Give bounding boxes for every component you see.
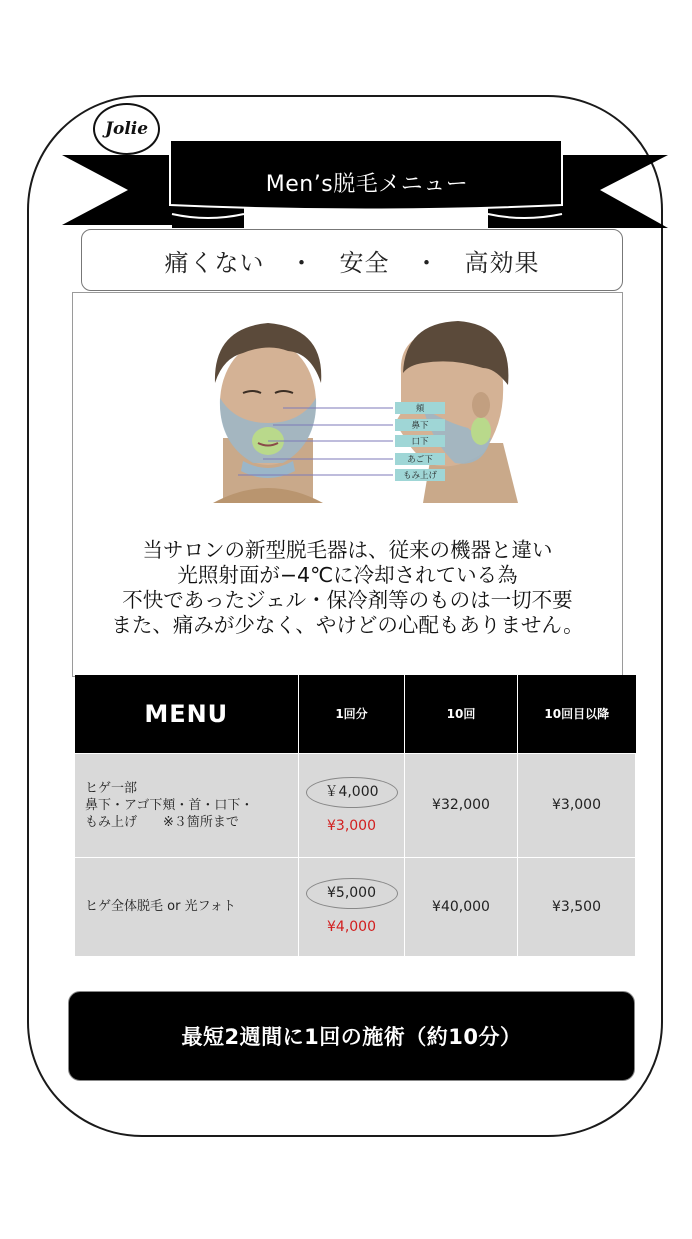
single-price-cell (299, 857, 405, 956)
ten-price-cell: ¥32,000 (405, 753, 518, 857)
description-line: 光照射面が−4℃に冷却されている為 (177, 563, 518, 587)
sale-price: ¥3,000 (327, 817, 376, 834)
ten-price-cell: ¥40,000 (405, 857, 518, 956)
header-single: 1回分 (299, 675, 405, 753)
ribbon-left-tail (62, 155, 172, 225)
table-header-row (75, 675, 636, 753)
price-table (74, 675, 636, 957)
after-ten-price-cell: ¥3,000 (518, 753, 636, 857)
jolie-logo: Jolie (93, 103, 160, 155)
page-title: Men’s脱毛メニュー (265, 171, 469, 197)
header-menu: MENU (75, 675, 299, 753)
label-cheek: 頬 (415, 404, 425, 414)
item-name: ヒゲ全体脱毛 or 光フォト (75, 857, 299, 956)
tagline: 痛くない ・ 安全 ・ 高効果 (81, 229, 623, 291)
area-labels (395, 402, 445, 481)
label-under-chin: あご下 (407, 455, 433, 465)
label-sideburns: もみ上げ (402, 471, 438, 481)
table-row (75, 857, 636, 956)
regular-price: ¥5,000 (306, 878, 398, 909)
ribbon-right-tail (562, 155, 668, 228)
regular-price: ￥4,000 (306, 777, 398, 808)
label-under-mouth: 口下 (411, 437, 429, 447)
front-face-figure (213, 323, 323, 503)
treatment-frequency-note: 最短2週間に1回の施術（約10分） (68, 991, 635, 1081)
header-after-ten: 10回目以降 (518, 675, 636, 753)
header-ten: 10回 (405, 675, 518, 753)
sale-price: ¥4,000 (327, 919, 376, 935)
info-box (72, 292, 623, 677)
table-row (75, 753, 636, 857)
description-text (73, 538, 622, 638)
description-line: 不快であったジェル・保冷剤等のものは一切不要 (122, 588, 573, 612)
item-name: ヒゲ一部 鼻下・アゴ下頬・首・口下・ もみ上げ ※３箇所まで (75, 753, 299, 857)
description-line: また、痛みが少なく、やけどの心配もありません。 (111, 613, 584, 637)
treatment-area-illustration (183, 313, 523, 503)
description-line: 当サロンの新型脱毛器は、従来の機器と違い (142, 538, 553, 562)
single-price-cell (299, 753, 405, 857)
after-ten-price-cell: ¥3,500 (518, 857, 636, 956)
label-under-nose: 鼻下 (411, 421, 429, 431)
